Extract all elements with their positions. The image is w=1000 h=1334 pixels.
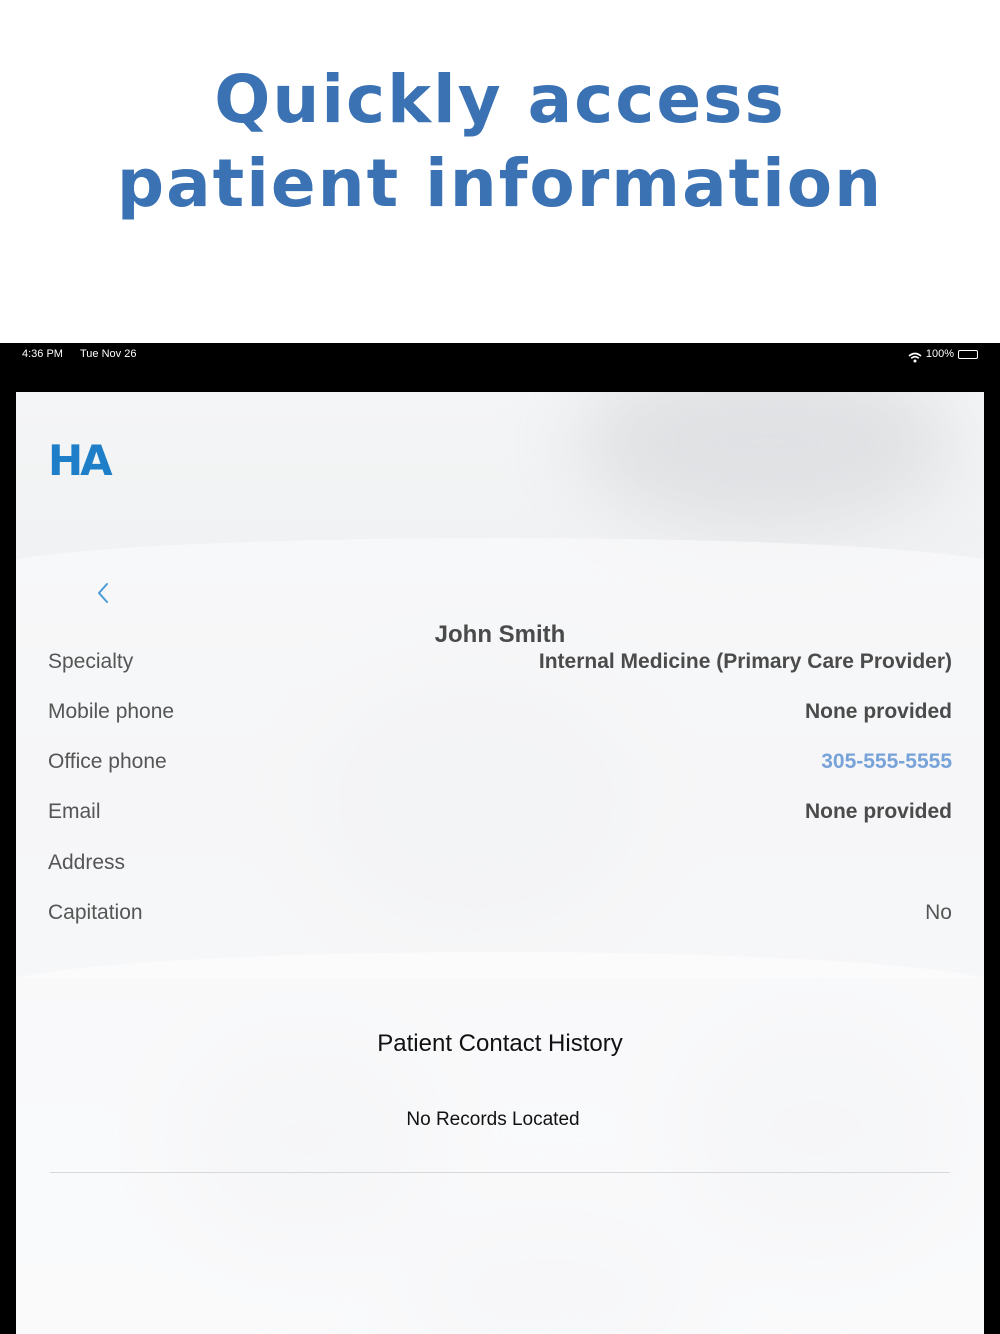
detail-label: Specialty [48,650,134,673]
promo-title-line-1: Quickly access [214,61,786,138]
provider-name: John Smith [434,621,566,648]
battery-percent: 100% [925,348,954,360]
status-bar [0,343,1000,365]
office-phone-link[interactable]: 305-555-5555 [821,750,952,773]
detail-label: Capitation [48,901,143,924]
contact-history-card [16,952,984,1334]
chevron-left-icon [96,582,118,604]
detail-value: No [925,901,952,924]
promo-title [0,58,1000,226]
detail-label: Address [48,851,126,874]
detail-value: None provided [804,800,952,823]
divider [50,1172,950,1173]
device-frame [0,343,1000,1334]
promo-banner [0,0,1000,343]
battery-icon [958,350,978,359]
detail-label: Mobile phone [48,700,175,723]
app-header [16,392,984,542]
status-date: Tue Nov 26 [80,348,137,360]
detail-row-mobile-phone [48,695,952,729]
back-button[interactable] [96,582,118,606]
wifi-icon [908,349,922,360]
detail-row-specialty [48,645,952,679]
detail-row-capitation [48,896,952,930]
promo-title-line-2: patient information [116,145,884,222]
app-logo: HA [48,436,110,485]
detail-row-email [48,795,952,829]
detail-value: None provided [804,700,952,723]
detail-value: Internal Medicine (Primary Care Provider) [538,650,952,673]
detail-row-office-phone [48,745,952,779]
empty-state-message: No Records Located [406,1109,580,1130]
detail-label: Office phone [48,750,167,773]
detail-label: Email [48,800,101,823]
status-time: 4:36 PM [22,348,63,360]
status-indicators [908,343,978,365]
contact-history-title: Patient Contact History [377,1030,623,1057]
detail-row-address [48,846,952,880]
app-screen [16,392,984,1334]
